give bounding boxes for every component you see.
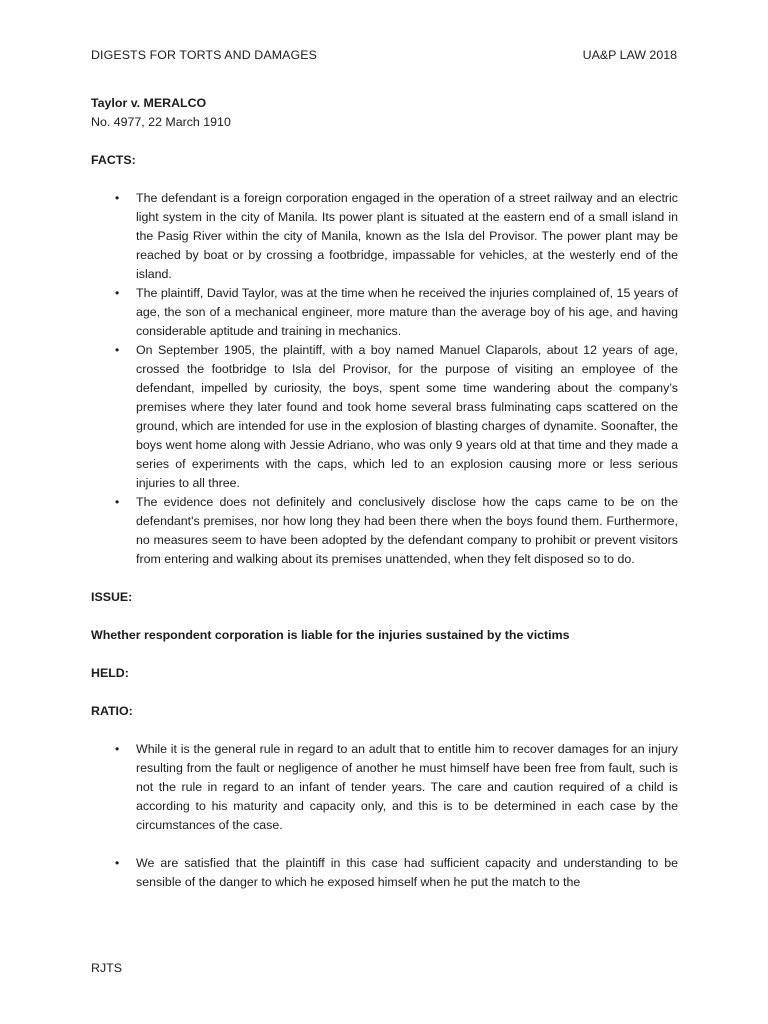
running-header-right: UA&P LAW 2018: [582, 48, 677, 62]
facts-item: [91, 493, 678, 569]
bullet-icon: •: [115, 856, 120, 870]
document-body: [91, 94, 678, 892]
bullet-icon: •: [115, 343, 120, 357]
facts-item-text: The plaintiff, David Taylor, was at the time when he received the injuries complained of, 15 years of age, the son of a mechanical engineer, more mature than the average boy of his age, and having considerable aptitude and training in mechanics.: [136, 286, 678, 338]
facts-item: [91, 189, 678, 284]
facts-item-text: The defendant is a foreign corporation engaged in the operation of a street railway and an electric light system in the city of Manila. Its power plant is situated at the eastern end of a small island in the Pasig River within the city of Manila, known as the Isla del Provisor. The power plant may be reached by boat or by crossing a footbridge, impassable for vehicles, at the westerly end of the island.: [136, 191, 678, 281]
issue-text: Whether respondent corporation is liable for the injuries sustained by the victims: [91, 628, 570, 642]
facts-item: [91, 341, 678, 493]
facts-item-text: On September 1905, the plaintiff, with a boy named Manuel Claparols, about 12 years of age, crossed the footbridge to Isla del Provisor, for the purpose of visiting an employee of the defendant, impelled by curiosity, the boys, spent some time wandering about the company’s premises where they later found and took home several brass fulminating caps scattered on the ground, which are intended for use in the explosion of blasting charges of dynamite. Soonafter, the boys went home along with Jessie Adriano, who was only 9 years old at that time and they made a series of experiments with the caps, which led to an explosion causing more or less serious injuries to all three.: [136, 343, 678, 490]
facts-item-text: The evidence does not definitely and conclusively disclose how the caps came to be on the defendant's premises, nor how long they had been there when the boys found them. Furthermore, no measures seem to have been adopted by the defendant company to prohibit or prevent visitors from entering and walking about its premises unattended, when they felt disposed so to do.: [136, 495, 678, 566]
ratio-list-continued: [91, 854, 678, 892]
issue-heading: ISSUE:: [91, 590, 133, 604]
ratio-list: [91, 740, 678, 835]
running-footer: RJTS: [91, 961, 122, 975]
facts-item: [91, 284, 678, 341]
bullet-icon: •: [115, 191, 120, 205]
held-heading: HELD:: [91, 666, 129, 680]
case-title: Taylor v. MERALCO: [91, 96, 207, 110]
bullet-icon: •: [115, 286, 120, 300]
ratio-item-text: We are satisfied that the plaintiff in this case had sufficient capacity and understanding to be sensible of the danger to which he exposed himself when he put the match to the: [136, 856, 678, 889]
facts-list: [91, 189, 678, 569]
bullet-icon: •: [115, 495, 120, 509]
running-header-left: DIGESTS FOR TORTS AND DAMAGES: [91, 48, 317, 62]
ratio-item: [91, 854, 678, 892]
facts-heading: FACTS:: [91, 153, 136, 167]
bullet-icon: •: [115, 742, 120, 756]
ratio-item-text: While it is the general rule in regard to an adult that to entitle him to recover damages for an injury resulting from the fault or negligence of another he must himself have been free from fault, such is not the rule in regard to an infant of tender years. The care and caution required of a child is according to his maturity and capacity only, and this is to be determined in each case by the circumstances of the case.: [136, 742, 678, 832]
case-number: No. 4977, 22 March 1910: [91, 115, 231, 129]
ratio-item: [91, 740, 678, 835]
ratio-heading: RATIO:: [91, 704, 133, 718]
